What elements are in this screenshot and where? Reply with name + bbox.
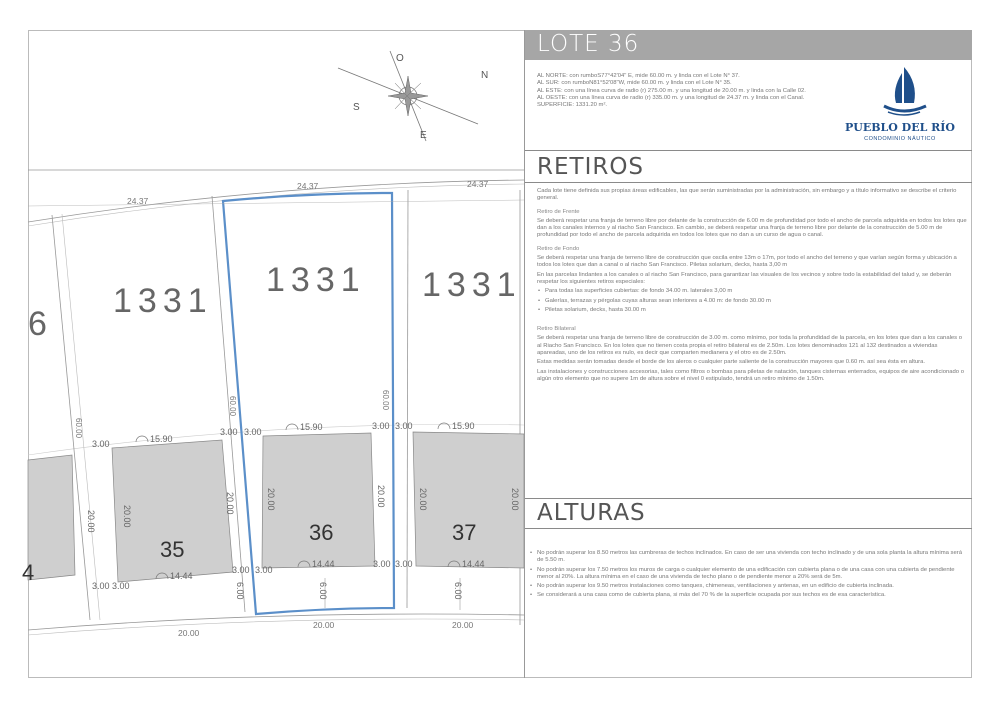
sailboat-icon <box>874 63 934 118</box>
lot-title-bar <box>525 30 972 60</box>
compass-s: S <box>353 102 360 113</box>
divider <box>525 150 972 151</box>
retiros-title: RETIROS <box>537 154 645 180</box>
boundary-west: AL OESTE: con una línea curva de radio (r) 335.00 m. y una longitud de 24.37 m. y linda con el Canal. <box>537 94 805 101</box>
dim-retiro: 6.00 <box>235 582 245 600</box>
dim-top-1: 24.37 <box>127 196 149 206</box>
dim-arc-front: 14.44 <box>462 559 485 569</box>
dim-front: 20.00 <box>452 620 474 630</box>
buildable-area-lot-37 <box>413 432 524 568</box>
buildable-area-lot-34 <box>28 455 75 580</box>
dim-front: 20.00 <box>178 628 200 638</box>
alturas-bullet: • No podrán superar los 9.50 metros instalaciones como tanques, chimeneas, ventilaciones y antenas, en un edificio de cubierta inclinada. <box>529 583 965 590</box>
area-label-partial: 6 <box>28 305 47 343</box>
dim-bilateral: 3.00 <box>244 427 262 437</box>
dim-bilateral: 3.00 <box>92 581 110 591</box>
retiro-fondo-bullet: • Galerías, terrazas y pérgolas cuyas alturas sean inferiores a 4.00 m: de fondo 30.00 m <box>537 298 967 305</box>
buildable-area-lot-36 <box>262 433 375 568</box>
retiros-header <box>525 152 972 183</box>
dim-bilateral: 3.00 <box>255 565 273 575</box>
dim-arc-back: 15.90 <box>300 422 323 432</box>
dim-side-2: 60.00 <box>228 396 237 417</box>
lot-number-37: 37 <box>452 520 477 545</box>
alturas-bullet: • No podrán superar los 7.50 metros los muros de carga o cualquier elemento de una edificación con cubierta plana o de una casa con una cubierta de pendiente menor al 20%. La altura mínima en el caso de una vivienda de techo plano o de pendiente menor a 20% será de 5m. <box>529 567 965 582</box>
area-label-1: 1331 <box>113 282 213 320</box>
dim-bilateral: 3.00 <box>395 559 413 569</box>
dim-depth: 20.00 <box>86 510 96 533</box>
dim-retiro: 6.00 <box>318 582 328 600</box>
dim-bilateral: 3.00 <box>373 559 391 569</box>
area-label-2: 1331 <box>266 261 366 299</box>
alturas-title: ALTURAS <box>537 500 646 526</box>
dim-bilateral: 3.00 <box>92 439 110 449</box>
retiro-bilateral-text: Se deberá respetar una franja de terreno libre de construcción de 3.00 m. como mínimo, por toda la profundidad de la parcela, en los lotes que dan a los canales o al Riacho San Francisco. En los lotes que no tienen costa propia el retiro bilateral es de 2.50m. Los lotes denominados 121 al 132 destinados a viviendas apareadas, uno de los retiros es nulo, es decir que comparten medianera y el otro es de 2.50m. <box>537 335 963 357</box>
dim-depth: 20.00 <box>266 488 276 511</box>
dim-bilateral: 3.00 <box>395 421 413 431</box>
compass-rose-icon <box>338 51 488 141</box>
dim-side-3: 60.00 <box>381 390 390 411</box>
retiro-medidas-text: Estas medidas serán tomadas desde el borde de los aleros o cualquier parte saliente de la construcción mayores que 0.60 m. así sea ésta en altura. <box>537 359 926 366</box>
dim-depth: 20.00 <box>122 505 132 528</box>
dim-depth: 20.00 <box>510 488 520 511</box>
dim-bilateral: 3.00 <box>372 421 390 431</box>
dim-bilateral: 3.00 <box>232 565 250 575</box>
alturas-bullet: • No podrán superar los 8.50 metros las cumbreras de techos inclinados. En caso de ser una vivienda con techo inclinado y de una sola planta la altura mínima será de 5.50 m. <box>529 550 965 565</box>
retiro-fondo-title: Retiro de Fondo <box>537 245 580 252</box>
retiro-bilateral-title: Retiro Bilateral <box>537 326 576 333</box>
retiro-frente-title: Retiro de Frente <box>537 208 580 215</box>
dim-arc-back: 15.90 <box>452 421 475 431</box>
dim-arc-back: 15.90 <box>150 434 173 444</box>
lot-number-35: 35 <box>160 537 185 562</box>
brand-tagline: CONDOMINIO NÁUTICO <box>864 136 936 142</box>
divider <box>525 498 972 499</box>
retiro-fondo-text-1: Se deberá respetar una franja de terreno libre de construcción que oscila entre 13m o 17m, por todo el ancho del terreno y que varían según forma y ubicación a todos los lotes que dan a canal o al riacho San Francisco. Piletas solarium, decks, hasta 3,00 m <box>537 255 957 269</box>
info-panel <box>524 30 972 678</box>
boundary-north: AL NORTE: con rumboS77°42'04" E, mide 60.00 m. y linda con el Lote N° 37. <box>537 73 740 79</box>
retiro-instalaciones-text: Las instalaciones y construcciones accesorias, tales como filtros o bombas para piletas de natación, tanques cisternas enterrados, equipos de aire acondicionado o algún otro elemento que no supere 1m de altura sobre el nivel 0 estipulado, tendrá un retiro mínimo de 1.50m. <box>537 368 964 382</box>
alturas-header <box>525 500 972 529</box>
boundaries-text <box>537 73 837 109</box>
brand-logo <box>840 63 960 158</box>
retiro-fondo-bullet: • Piletas solarium, decks, hasta 30.00 m <box>537 307 967 314</box>
surface-area: SUPERFICIE: 1331.20 m². <box>537 102 608 109</box>
brand-name: PUEBLO DEL RÍO <box>844 121 956 134</box>
dim-bilateral: 3.00 <box>220 427 238 437</box>
dim-bilateral: 3.00 <box>112 581 130 591</box>
lot-number-36: 36 <box>309 520 334 545</box>
compass-n: N <box>481 70 489 81</box>
boundary-east: AL ESTE: con una línea curva de radio (r) 275.00 m. y una longitud de 20.00 m. y linda con la Calle 02. <box>537 87 806 94</box>
retiro-fondo-text-2: En las parcelas lindantes a los canales o al riacho San Francisco, para garantizar las visuales de los vecinos y sobre todo la estabilidad del talud y, se deberán respetar los siguientes retiros especiales: <box>537 271 952 285</box>
retiros-intro: Cada lote tiene definida sus propias áreas edificables, las que serán suministradas por la administración, sin embargo y a título informativo se describe el criterio general. <box>537 188 957 202</box>
alturas-body <box>529 550 965 602</box>
dim-retiro: 6.00 <box>453 582 463 600</box>
compass-o: O <box>396 53 404 64</box>
dim-top-3: 24.37 <box>467 179 489 189</box>
dim-depth: 20.00 <box>418 488 428 511</box>
dim-side-1: 60.00 <box>74 418 83 439</box>
dim-depth: 20.00 <box>376 485 386 508</box>
compass-e: E <box>420 130 427 141</box>
retiro-fondo-bullet: • Para todas las superficies cubiertas: de fondo 34.00 m. laterales 3,00 m <box>537 288 967 295</box>
dim-top-2: 24.37 <box>297 181 319 191</box>
retiro-frente-text: Se deberá respetar una franja de terreno libre por delante de la construcción de 6.00 m de profundidad por todo el ancho de parcela adquirida en todos los lotes que dan a los canales internos y al riacho San Francisco. En cambio, se deberá respetar una franja de terreno libre por delante de la construcción de 5.00 m de profundidad por todo el ancho de parcela adquirida en todos los lotes que no dan a un curso de agua o canal. <box>537 217 967 239</box>
site-plan <box>22 30 524 678</box>
lot-number-34: 4 <box>22 560 35 585</box>
alturas-bullet: • Se considerará a una casa como de cubierta plana, si más del 70 % de la superficie ocupada por sus techos es de esa característica. <box>529 592 965 599</box>
dim-arc-front: 14.44 <box>312 559 335 569</box>
dim-front: 20.00 <box>313 620 335 630</box>
dim-arc-front: 14.44 <box>170 571 193 581</box>
area-label-3: 1331 <box>422 266 522 304</box>
dim-depth: 20.00 <box>225 492 235 515</box>
boundary-south: AL SUR: con rumboN81°52'08"W, mide 60.00 m. y linda con el Lote N° 35. <box>537 80 732 87</box>
lot-title: LOTE 36 <box>537 31 640 57</box>
retiros-body <box>537 188 967 385</box>
